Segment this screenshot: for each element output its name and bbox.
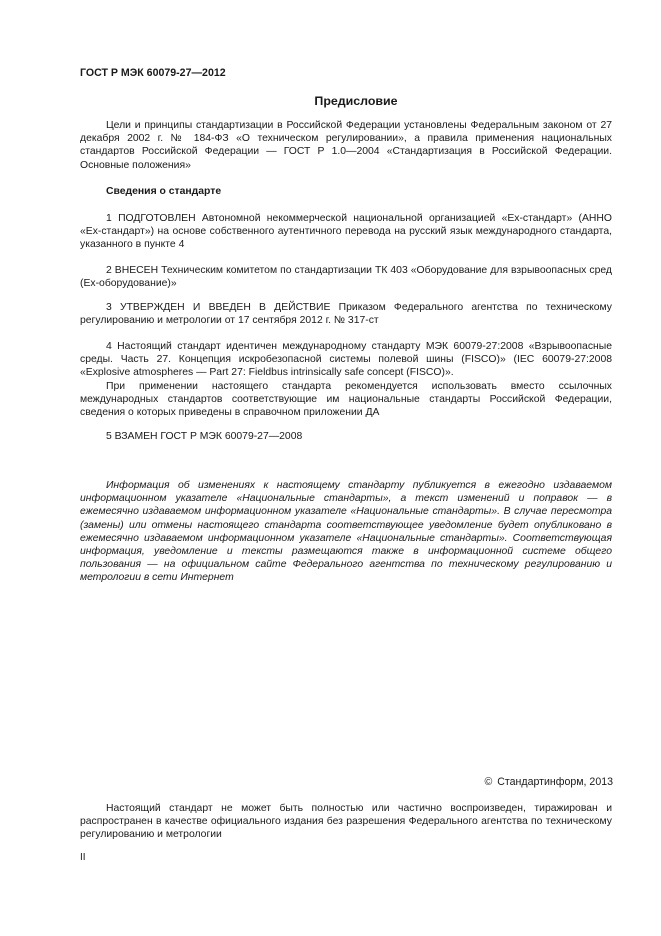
rights-notice-block bbox=[80, 802, 612, 842]
document-code-header: ГОСТ Р МЭК 60079-27—2012 bbox=[80, 67, 226, 79]
item-3: 3 УТВЕРЖДЕН И ВВЕДЕН В ДЕЙСТВИЕ Приказом Федерального агентства по техническому регулированию и метрологии от 17 сентября 2012 г. № 317-ст bbox=[80, 302, 612, 327]
info-note-block bbox=[80, 479, 612, 585]
intro-paragraph-block bbox=[80, 119, 612, 172]
section-heading: Сведения о стандарте bbox=[106, 186, 222, 197]
item-1: 1 ПОДГОТОВЛЕН Автономной некоммерческой национальной организацией «Ех-стандарт» (АННО «Ех-стандарт») на основе собственного аутентичного перевода на русский язык международного стандарта, указанного в пункте 4 bbox=[80, 213, 612, 251]
item-3-block bbox=[80, 301, 612, 327]
item-4-block bbox=[80, 340, 612, 419]
copyright-text: Стандартинформ, 2013 bbox=[497, 776, 613, 788]
item-4-note: При применении настоящего стандарта рекомендуется использовать вместо ссылочных международных стандартов соответствующие им национальные стандарты Российской Федерации, сведения о которых приведены в справочном приложении ДА bbox=[80, 380, 612, 419]
item-1-block bbox=[80, 212, 612, 252]
rights-notice: Настоящий стандарт не может быть полностью или частично воспроизведен, тиражирован и распространен в качестве официального издания без разрешения Федерального агентства по техническому регулированию и метрологии bbox=[80, 803, 612, 841]
info-note: Информация об изменениях к настоящему стандарту публикуется в ежегодно издаваемом информационном указателе «Национальные стандарты», а текст изменений и поправок — в ежемесячно издаваемом информационном указателе «Национальные стандарты». В случае пересмотра (замены) или отмены настоящего стандарта соответствующее уведомление будет опубликовано в ежемесячно издаваемом информационном указателе «Национальные стандарты». Соответствующая информация, уведомление и тексты размещаются также в информационной системе общего пользования — на официальном сайте Федерального агентства по техническому регулированию и метрологии в сети Интернет bbox=[80, 480, 612, 584]
intro-paragraph: Цели и принципы стандартизации в Российской Федерации установлены Федеральным законом от 27 декабря 2002 г. № 184-ФЗ «О техническом регулировании», а правила применения национальных стандартов Российской Федерации — ГОСТ Р 1.0—2004 «Стандартизация в Российской Федерации. Основные положения» bbox=[80, 120, 612, 171]
item-2-block bbox=[80, 264, 612, 290]
section-heading-block bbox=[80, 185, 612, 198]
copyright-line bbox=[484, 776, 613, 789]
item-2: 2 ВНЕСЕН Техническим комитетом по стандартизации ТК 403 «Оборудование для взрывоопасных сред (Ех-оборудование)» bbox=[80, 265, 612, 290]
page-title: Предисловие bbox=[314, 94, 398, 108]
copyright-icon: © bbox=[484, 776, 493, 788]
page-number: II bbox=[80, 852, 86, 863]
item-4: 4 Настоящий стандарт идентичен международному стандарту МЭК 60079-27:2008 «Взрывоопасные среды. Часть 27. Концепция искробезопасной системы полевой шины (FISCO)» (IEC 60079-27:2008 «Explosive atmospheres — Part 27: Fieldbus intrinsically safe concept (FISCO)». bbox=[80, 341, 612, 379]
item-5-block bbox=[80, 430, 612, 443]
item-5: 5 ВЗАМЕН ГОСТ Р МЭК 60079-27—2008 bbox=[106, 431, 303, 442]
